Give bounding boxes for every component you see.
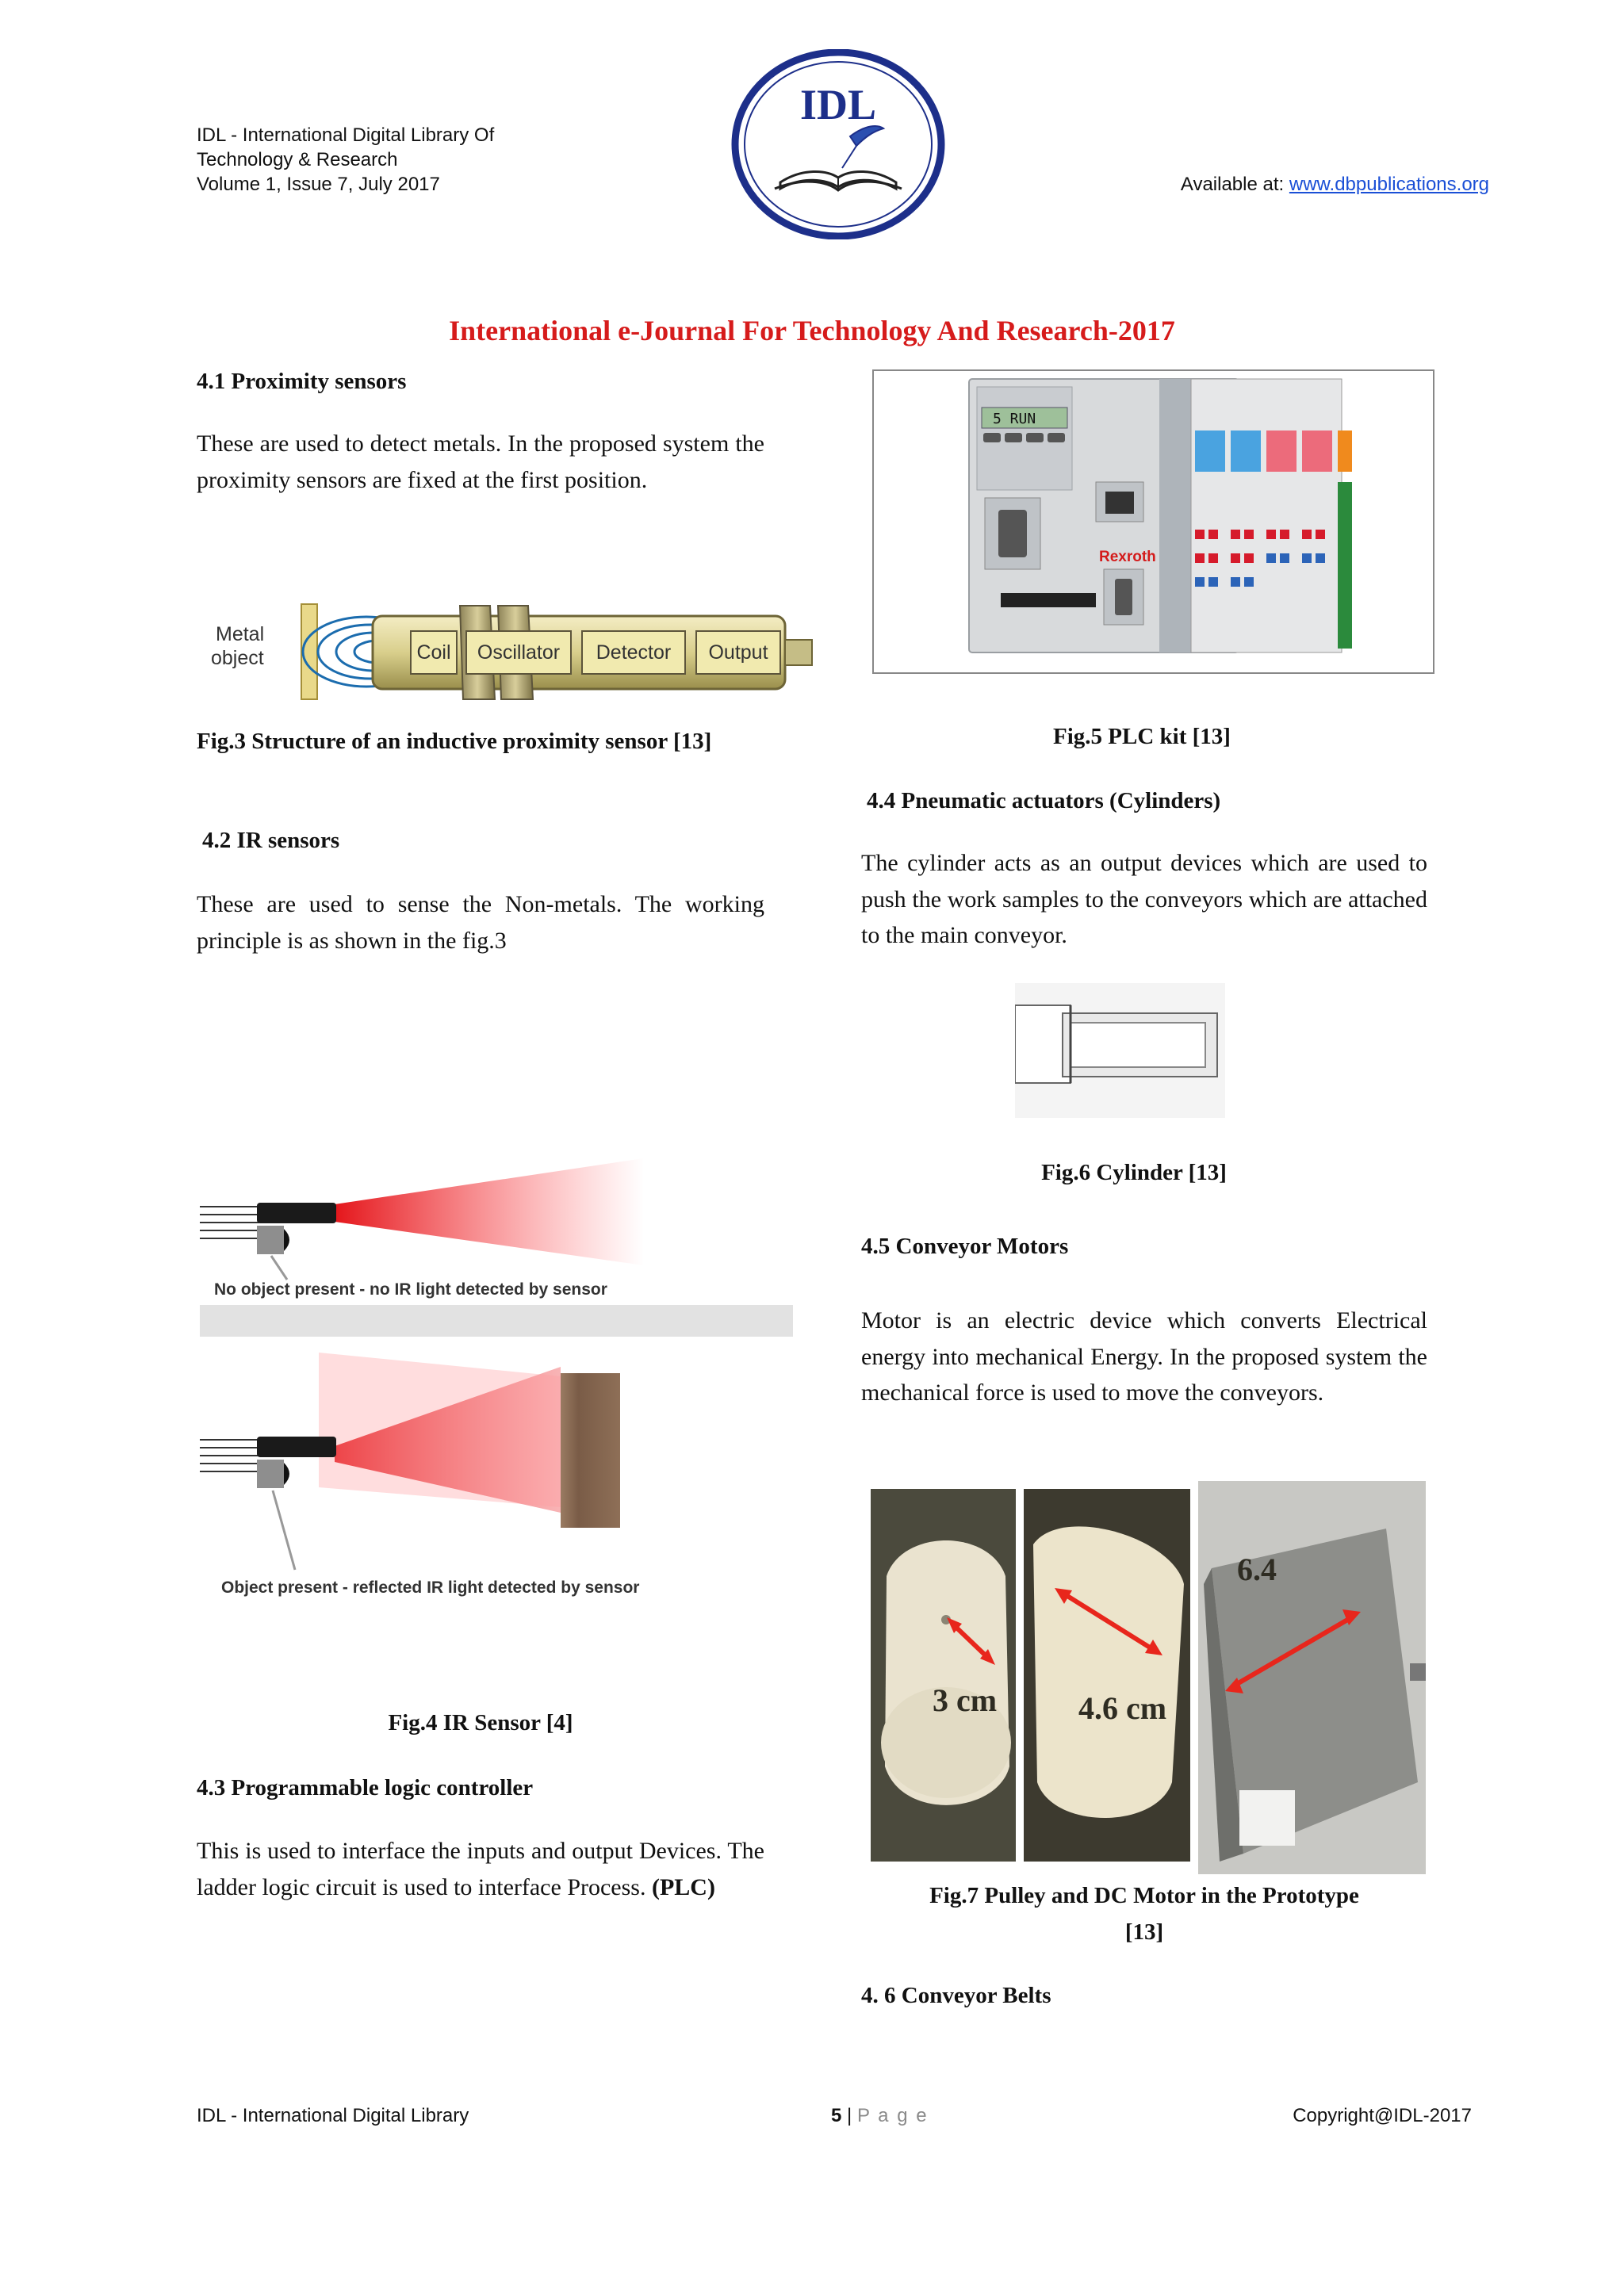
section-4-2-text: These are used to sense the Non-metals. The working principle is as shown in the fig.3 [197, 891, 764, 954]
fig7-caption [861, 1877, 1427, 1950]
fig6-cylinder-image [1015, 983, 1225, 1118]
fig3-block-oscillator: Oscillator [477, 641, 561, 664]
fig3-block-detector: Detector [596, 641, 672, 664]
fig4-caption: Fig.4 IR Sensor [4] [388, 1710, 573, 1735]
section-4-3-bold: (PLC) [651, 1873, 715, 1900]
fig7-label-c: 6.4 [1237, 1552, 1277, 1587]
fig3-caption: Fig.3 Structure of an inductive proximity sensor [13] [197, 729, 712, 754]
footer-left: IDL - International Digital Library [197, 2105, 469, 2126]
fig5-plc-kit-image [872, 369, 1434, 674]
journal-title: International e-Journal For Technology And Research-2017 [449, 315, 1175, 346]
fig3-block-coil: Coil [416, 641, 451, 664]
header-availability [1181, 172, 1489, 197]
logo-text: IDL [799, 81, 877, 128]
footer-page-separator: | [841, 2105, 857, 2126]
footer-copyright: Copyright@IDL-2017 [1293, 2105, 1472, 2126]
section-4-5-heading: 4.5 Conveyor Motors [861, 1234, 1069, 1259]
header-publisher-line1: IDL - International Digital Library Of [197, 124, 495, 146]
header-volume-issue: Volume 1, Issue 7, July 2017 [197, 174, 440, 195]
footer-page [831, 2105, 929, 2127]
fig7-caption-line2: [13] [1124, 1919, 1164, 1945]
header-publisher-line2: Technology & Research [197, 149, 398, 170]
available-label: Available at: [1180, 174, 1289, 195]
section-4-2-heading: 4.2 IR sensors [202, 828, 340, 853]
section-4-1-text: These are used to detect metals. In the proposed system the proximity sensors are fixed at the first position. [197, 430, 764, 493]
fig4-ir-sensor-diagram [200, 1154, 793, 1614]
publisher-url-link[interactable]: www.dbpublications.org [1289, 174, 1489, 195]
fig7-label-b: 4.6 cm [1078, 1690, 1167, 1726]
footer-page-number: 5 [831, 2105, 842, 2126]
fig3-proximity-sensor-diagram [208, 572, 815, 731]
fig3-block-output: Output [708, 641, 768, 664]
section-4-3-heading: 4.3 Programmable logic controller [197, 1775, 534, 1800]
section-4-1-heading: 4.1 Proximity sensors [197, 369, 407, 394]
fig3-metal-label-1: Metal [216, 623, 265, 645]
fig5-display-text: 5 RUN [993, 411, 1036, 427]
fig6-caption: Fig.6 Cylinder [13] [1041, 1160, 1227, 1185]
section-4-4-text: The cylinder acts as an output devices which are used to push the work samples to the conveyors which are attached to the main conveyor. [861, 850, 1427, 948]
footer-page-word: P a g e [856, 2105, 929, 2126]
fig3-metal-label-2: object [211, 647, 264, 669]
section-4-6-heading: 4. 6 Conveyor Belts [861, 1983, 1051, 2008]
header-left [197, 123, 494, 197]
fig5-brand: Rexroth [1099, 549, 1156, 565]
section-4-3-text [197, 1833, 764, 1905]
fig7-label-a: 3 cm [933, 1682, 998, 1718]
fig4-top-label: No object present - no IR light detected by sensor [214, 1280, 607, 1299]
section-4-5-text: Motor is an electric device which converts Electrical energy into mechanical Energy. In the proposed system the mechanical force is used to move the conveyors. [861, 1307, 1427, 1406]
idl-logo [731, 49, 945, 239]
section-4-3-body: This is used to interface the inputs and output Devices. The ladder logic circuit is used to interface Process. [197, 1838, 764, 1900]
section-4-4-heading: 4.4 Pneumatic actuators (Cylinders) [867, 788, 1221, 813]
fig4-bottom-label: Object present - reflected IR light detected by sensor [221, 1578, 640, 1597]
fig7-pulley-motor-photo [871, 1481, 1426, 1874]
fig5-caption: Fig.5 PLC kit [13] [1053, 724, 1231, 749]
fig7-caption-line1: Fig.7 Pulley and DC Motor in the Prototype [929, 1883, 1359, 1908]
